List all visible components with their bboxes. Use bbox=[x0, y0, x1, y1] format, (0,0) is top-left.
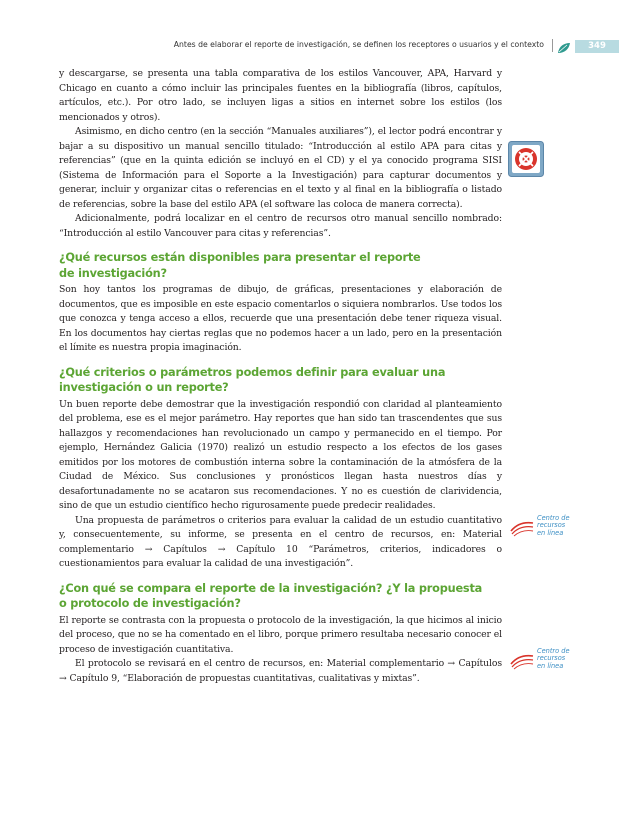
comparison-paragraph-2: El protocolo se revisará en el centro de recursos, en: Material complementario → Capítulos → Capítulo 9, “Elaboración de propuestas cuantitativas, cualitativas y mixtas”. bbox=[59, 658, 502, 684]
badge-line2: recursos bbox=[537, 654, 566, 663]
section-heading-resources bbox=[59, 250, 502, 281]
leaf-icon bbox=[557, 39, 571, 51]
section-heading-criteria-line1: ¿Qué criterios o parámetros podemos definir para evaluar una bbox=[59, 365, 446, 379]
intro-paragraph-1: y descargarse, se presenta una tabla comparativa de los estilos Vancouver, APA, Harvard y Chicago en cuanto a cómo incluir las principales fuentes en la bibliografía (libros, capítulos, artículos, etc.). Por otro lado, se incluyen ligas a sitios en internet sobre los estilos (los mencionados y otros). bbox=[59, 68, 502, 123]
online-resources-icon bbox=[509, 652, 535, 670]
software-disc-icon bbox=[508, 141, 544, 177]
comparison-paragraph-1: El reporte se contrasta con la propuesta o protocolo de la investigación, la que hicimos al inicio del proceso, que no se ha comentado en el libro, porque primero resultaba necesario conocer el proceso de investigación cuantitativa. bbox=[59, 614, 502, 655]
running-header: Antes de elaborar el reporte de investigación, se definen los receptores o usuarios y el contexto bbox=[173, 40, 544, 49]
criteria-paragraph-2: Una propuesta de parámetros o criterios para evaluar la calidad de un estudio cuantitativo y, consecuentemente, su informe, se presenta en el centro de recursos, en: Material complementario → Capítulos → Capítulo 10 “Parámetros, criterios, indicadores o cuestionamientos para evaluar la calidad de una investigación”. bbox=[59, 514, 502, 569]
online-resources-badge-2[interactable] bbox=[509, 648, 579, 682]
online-resources-badge-1[interactable] bbox=[509, 515, 579, 549]
resources-paragraph: Son hoy tantos los programas de dibujo, de gráficas, presentaciones y elaboración de documentos, que es imposible en este espacio comentarlos o siquiera nombrarlos. Use todos los que conozca y tenga acceso a ellos, recuerde que una presentación debe tener riqueza visual. En los documentos hay ciertas reglas que no podemos hacer a un lado, pero en la presentación el límite es nuestra propia imaginación. bbox=[59, 284, 502, 353]
badge-line2: recursos bbox=[537, 521, 566, 530]
online-resources-label-1 bbox=[537, 515, 570, 537]
online-resources-label-2 bbox=[537, 648, 570, 670]
page-number: 349 bbox=[575, 40, 619, 53]
criteria-paragraph-1: Un buen reporte debe demostrar que la investigación respondió con claridad al planteamiento del problema, ese es el mejor parámetro. Hay reportes que han sido tan trascendentes que sus hallazgos y recomendaciones han revolucionado un campo y permanecido en el tiempo. Por ejemplo, Hernández Galicia (1970) realizó un estudio respecto a los efectos de los gases emitidos por los motores de combustión interna sobre la contaminación de la atmósfera de la Ciudad de México. Sus conclusiones y pronósticos llegan hasta nuestros días y desafortunadamente no se acataron sus recomendaciones. Y no es cuestión de clarividencia, sino de que un estudio científico hecho rigurosamente puede predecir realidades. bbox=[59, 398, 502, 511]
badge-line3: en línea bbox=[537, 528, 564, 537]
badge-line1: Centro de bbox=[537, 514, 570, 522]
badge-line1: Centro de bbox=[537, 647, 570, 655]
section-heading-comparison bbox=[59, 581, 502, 612]
section-heading-criteria-line2: investigación o un reporte? bbox=[59, 381, 229, 394]
intro-paragraph-3: Adicionalmente, podrá localizar en el centro de recursos otro manual sencillo nombrado: “Introducción al estilo Vancouver para citas y referencias”. bbox=[59, 213, 502, 239]
online-resources-icon bbox=[509, 519, 535, 537]
section-heading-resources-line2: de investigación? bbox=[59, 266, 167, 280]
badge-line3: en línea bbox=[537, 661, 564, 670]
section-heading-resources-line1: ¿Qué recursos están disponibles para presentar el reporte bbox=[59, 251, 421, 264]
section-heading-comparison-line2: o protocolo de investigación? bbox=[59, 597, 241, 610]
section-heading-criteria bbox=[59, 365, 502, 396]
header-separator bbox=[552, 39, 553, 52]
section-heading-comparison-line1: ¿Con qué se compara el reporte de la investigación? ¿Y la propuesta bbox=[59, 581, 483, 595]
page-body bbox=[59, 67, 502, 686]
intro-paragraph-2: Asimismo, en dicho centro (en la sección “Manuales auxiliares”), el lector podrá encontrar y bajar a su dispositivo un manual sencillo titulado: “Introducción al estilo APA para citas y referencias” (que en la quinta edición se incluyó en el CD) y el ya conocido programa SISI (Sistema de Información para el Soporte a la Investigación) para capturar documentos y generar, incluir y organizar citas o referencias en el texto y al final en la bibliografía o listado de referencias, sobre la base del estilo APA (el software las coloca de manera correcta). bbox=[59, 126, 502, 210]
